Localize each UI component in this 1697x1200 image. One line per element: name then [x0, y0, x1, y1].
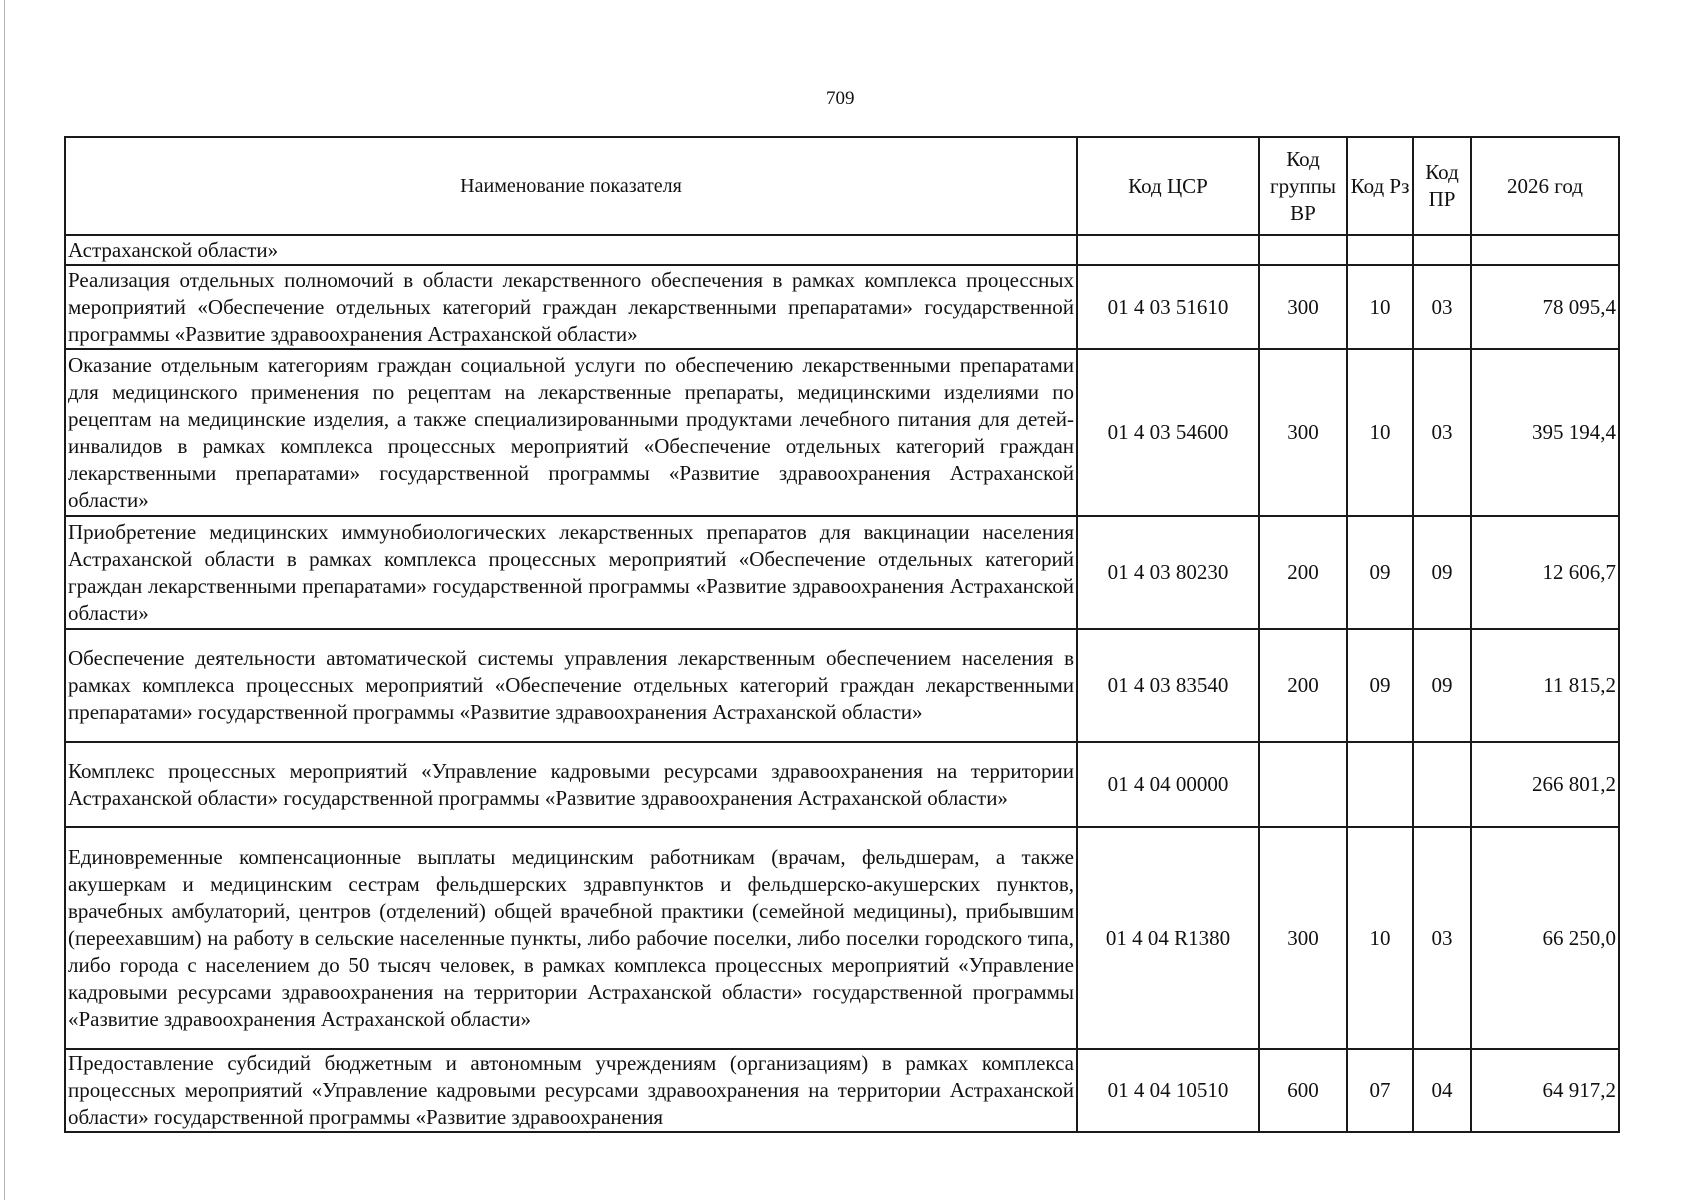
- header-pr-code: Код ПР: [1413, 137, 1471, 235]
- row-amount: 266 801,2: [1471, 742, 1619, 827]
- row-name: Комплекс процессных мероприятий «Управление кадровыми ресурсами здравоохранения на территории Астраханской области» государственной программы «Развитие здравоохранения Астраханской области»: [65, 742, 1077, 827]
- table-row: [65, 742, 1619, 827]
- row-amount: 64 917,2: [1471, 1049, 1619, 1132]
- row-csr-code: 01 4 04 00000: [1077, 742, 1259, 827]
- table-header-row: [65, 137, 1619, 235]
- row-name-cell: [65, 1049, 1077, 1132]
- header-year-2026: 2026 год: [1471, 137, 1619, 235]
- row-name: Единовременные компенсационные выплаты медицинским работникам (врачам, фельдшерам, а также акушеркам и медицинским сестрам фельдшерских здравпунктов и фельдшерско-акушерских пунктов, врачебных амбулаторий, центров (отделений) общей врачебной практики (семейной медицины), прибывшим (переехавшим) на работу в сельские населенные пункты, либо рабочие поселки, либо поселки городского типа, либо города с населением до 50 тысяч человек, в рамках комплекса процессных мероприятий «Управление кадровыми ресурсами здравоохранения на территории Астраханской области» государственной программы «Развитие здравоохранения Астраханской области»: [65, 827, 1077, 1049]
- header-name: Наименование показателя: [65, 137, 1077, 235]
- budget-table: [64, 136, 1620, 1133]
- row-csr-code: 01 4 04 R1380: [1077, 827, 1259, 1049]
- row-pr-code: 09: [1413, 516, 1471, 629]
- row-rz-code: 07: [1347, 1049, 1413, 1132]
- row-vr-code: 600: [1259, 1049, 1347, 1132]
- empty-cell: [1259, 235, 1347, 265]
- row-pr-code: [1413, 742, 1471, 827]
- row-csr-code: 01 4 03 80230: [1077, 516, 1259, 629]
- row-vr-code: 300: [1259, 265, 1347, 349]
- row-vr-code: 300: [1259, 827, 1347, 1049]
- empty-cell: [1077, 235, 1259, 265]
- empty-cell: [1471, 235, 1619, 265]
- row-amount: 66 250,0: [1471, 827, 1619, 1049]
- row-csr-code: 01 4 03 54600: [1077, 349, 1259, 516]
- continuation-text: Астраханской области»: [65, 235, 1077, 265]
- row-csr-code: 01 4 03 83540: [1077, 629, 1259, 742]
- empty-cell: [1413, 235, 1471, 265]
- row-name: Реализация отдельных полномочий в области лекарственного обеспечения в рамках комплекса процессных мероприятий «Обеспечение отдельных категорий граждан лекарственными препаратами» государственной программы «Развитие здравоохранения Астраханской области»: [65, 265, 1077, 349]
- row-pr-code: 03: [1413, 265, 1471, 349]
- table-row: [65, 827, 1619, 1049]
- row-rz-code: 09: [1347, 629, 1413, 742]
- row-amount: 12 606,7: [1471, 516, 1619, 629]
- header-vr-group-code: Код группы ВР: [1259, 137, 1347, 235]
- row-vr-code: 200: [1259, 629, 1347, 742]
- row-pr-code: 03: [1413, 349, 1471, 516]
- row-amount: 395 194,4: [1471, 349, 1619, 516]
- header-csr-code: Код ЦСР: [1077, 137, 1259, 235]
- row-csr-code: 01 4 04 10510: [1077, 1049, 1259, 1132]
- scan-page-edge: [4, 0, 5, 1200]
- row-name: Предоставление субсидий бюджетным и автономным учреждениям (организациям) в рамках комплекса процессных мероприятий «Управление кадровыми ресурсами здравоохранения на территории Астраханской области» государственной программы «Развитие здравоохранения: [68, 1051, 1074, 1129]
- row-rz-code: 10: [1347, 349, 1413, 516]
- row-name: Обеспечение деятельности автоматической системы управления лекарственным обеспечением населения в рамках комплекса процессных мероприятий «Обеспечение отдельных категорий граждан лекарственными препаратами» государственной программы «Развитие здравоохранения Астраханской области»: [65, 629, 1077, 742]
- header-rz-code: Код Рз: [1347, 137, 1413, 235]
- row-pr-code: 03: [1413, 827, 1471, 1049]
- row-amount: 78 095,4: [1471, 265, 1619, 349]
- row-rz-code: 10: [1347, 265, 1413, 349]
- row-amount: 11 815,2: [1471, 629, 1619, 742]
- row-vr-code: 200: [1259, 516, 1347, 629]
- row-pr-code: 09: [1413, 629, 1471, 742]
- row-rz-code: 10: [1347, 827, 1413, 1049]
- table-row: [65, 629, 1619, 742]
- row-name: Приобретение медицинских иммунобиологических лекарственных препаратов для вакцинации населения Астраханской области в рамках комплекса процессных мероприятий «Обеспечение отдельных категорий граждан лекарственными препаратами» государственной программы «Развитие здравоохранения Астраханской области»: [65, 516, 1077, 629]
- empty-cell: [1347, 235, 1413, 265]
- row-rz-code: [1347, 742, 1413, 827]
- table-row: [65, 516, 1619, 629]
- table-row: [65, 349, 1619, 516]
- row-csr-code: 01 4 03 51610: [1077, 265, 1259, 349]
- table-row: [65, 1049, 1619, 1132]
- row-pr-code: 04: [1413, 1049, 1471, 1132]
- row-name: Оказание отдельным категориям граждан социальной услуги по обеспечению лекарственными препаратами для медицинского применения по рецептам на лекарственные препараты, медицинскими изделиями по рецептам на медицинские изделия, а также специализированными продуктами лечебного питания для детей-инвалидов в рамках комплекса процессных мероприятий «Обеспечение отдельных категорий граждан лекарственными препаратами» государственной программы «Развитие здравоохранения Астраханской области»: [65, 349, 1077, 516]
- row-vr-code: [1259, 742, 1347, 827]
- table-row: [65, 265, 1619, 349]
- row-vr-code: 300: [1259, 349, 1347, 516]
- continuation-row: [65, 235, 1619, 265]
- row-rz-code: 09: [1347, 516, 1413, 629]
- page-number: 709: [826, 88, 855, 109]
